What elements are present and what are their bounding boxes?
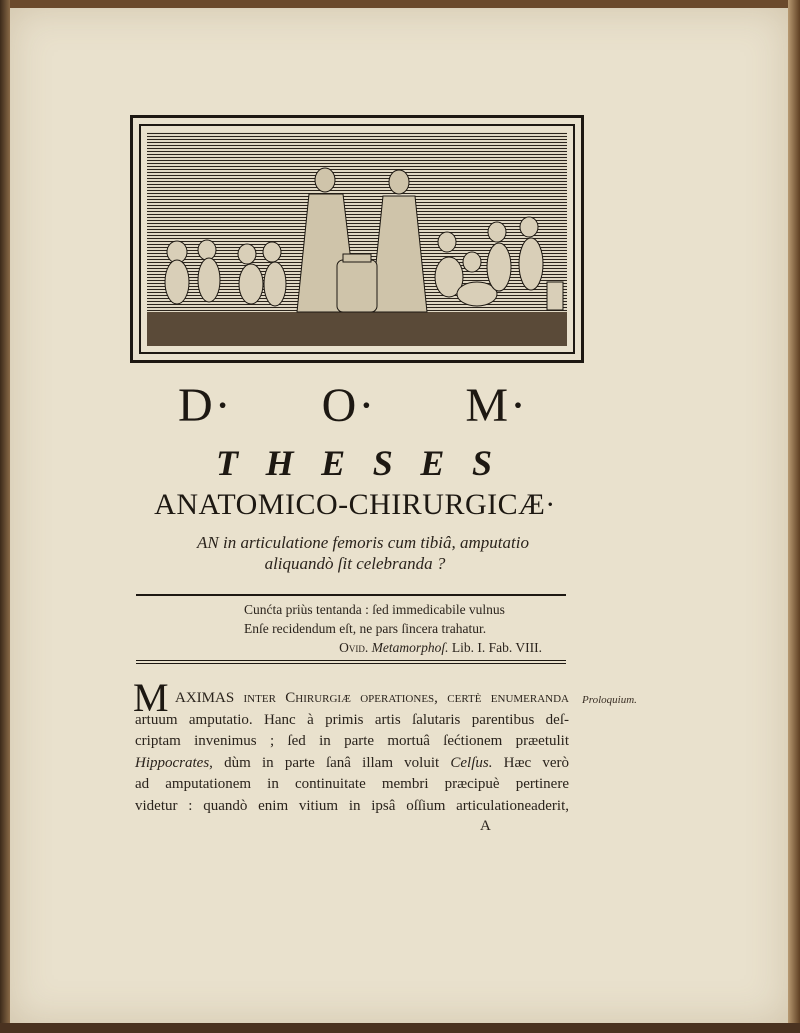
body-line-3: criptam invenimus ; ſed in parte mortuâ ſećtionem præetulit (135, 733, 569, 749)
top-rule (136, 594, 566, 596)
body-line-6: videtur : quandò enim vitium in ipsâ oſſium articulationeaderit, (135, 797, 569, 814)
book-binding-left (0, 0, 10, 1033)
body-line-4-end: Hæc verò (503, 754, 569, 771)
dom-letter-m: M· (465, 379, 528, 432)
drop-cap: M (133, 675, 169, 720)
question-line-1: AN in articulatione femoris cum tibiâ, amputatio (197, 533, 529, 552)
quote-author: Ovid. (339, 640, 369, 655)
quote-work: Metamorphoſ. (371, 640, 449, 655)
name-celsus: Celſus. (450, 754, 493, 771)
epigraph-quote (136, 600, 566, 657)
quote-reference: Lib. I. Fab. VIII. (451, 640, 542, 655)
signature-mark: A (480, 818, 491, 834)
theses-letter: E (420, 443, 445, 483)
dom-letter-o: O· (321, 379, 377, 432)
thesis-question (130, 532, 580, 574)
dom-letter-d: D· (178, 379, 233, 432)
book-binding-right (788, 0, 800, 1033)
body-line-5: ad amputationem in continuitate membri præcipuè pertinere (135, 776, 569, 792)
body-line-4-text: , dùm in parte ſanâ illam voluit (209, 754, 440, 771)
body-line-1: AXIMAS inter Chirurgiæ operationes, certè enumeranda (175, 690, 569, 706)
body-line-2: artuum amputatio. Hanc à primis artis ſalutaris parentibus deſ- (135, 711, 569, 728)
body-paragraph (135, 688, 569, 817)
engraving-scene (147, 132, 567, 346)
dom-heading (178, 378, 528, 433)
theses-letter: S (471, 443, 492, 483)
name-hippocrates: Hippocrates (135, 754, 210, 771)
question-line-2: aliquandò ſit celebranda ? (264, 554, 446, 573)
bottom-rule-double (136, 663, 566, 664)
theses-letter: S (372, 443, 393, 483)
theses-letter: T (216, 443, 238, 483)
margin-note: Proloquium. (582, 694, 637, 706)
theses-letter: H (265, 443, 294, 483)
bottom-rule (136, 660, 566, 661)
book-binding-bottom (0, 1023, 800, 1033)
quote-line-2: Enſe recidendum eſt, ne pars ſincera trahatur. (244, 621, 487, 636)
quote-citation (136, 638, 566, 657)
engraving-illustration (130, 115, 584, 363)
quote-line-1: Cunćta priùs tentanda : ſed immedicabile vulnus (244, 602, 505, 617)
body-line-4 (135, 753, 569, 775)
theses-letter: E (321, 443, 346, 483)
subtitle-heading: ANATOMICO-CHIRURGICÆ· (154, 488, 556, 521)
theses-heading (216, 442, 492, 484)
